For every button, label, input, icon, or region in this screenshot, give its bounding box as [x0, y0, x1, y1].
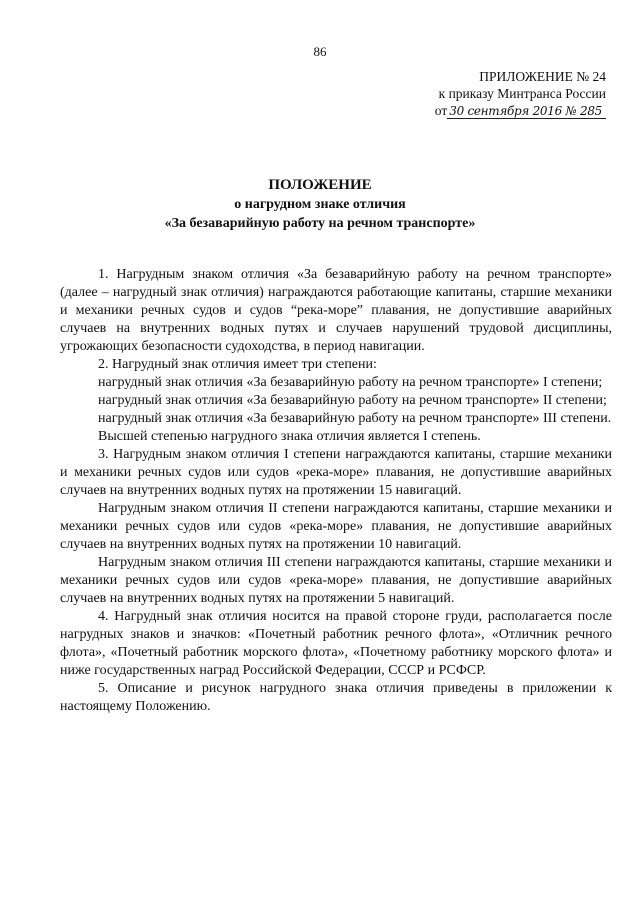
- handwritten-order-date: 30 сентября 2016 № 285: [447, 104, 606, 119]
- paragraph-degree-2: нагрудный знак отличия «За безаварийную работу на речном транспорте» II степени;: [98, 393, 607, 408]
- paragraph-2: 2. Нагрудный знак отличия имеет три степени:: [98, 357, 377, 372]
- document-title: ПОЛОЖЕНИЕ: [268, 177, 372, 193]
- page-number: 86: [313, 44, 327, 59]
- paragraph-3-degree-2: Нагрудным знаком отличия II степени награждаются капитаны, старшие механики и механики речных судов или судов «река-море» плавания, не допустившие аварийных случаев на внутренних водных путях на протяжении 10 навигаций.: [60, 501, 612, 552]
- paragraph-4: 4. Нагрудный знак отличия носится на правой стороне груди, располагается после нагрудных знаков и значков: «Почетный работник речного флота», «Отличник речного флота», «Почетный работник морского флота», «Почетному работнику морского флота» и ниже государственных наград Российской Федерации, СССР и РСФСР.: [60, 609, 612, 678]
- paragraph-degree-3: нагрудный знак отличия «За безаварийную работу на речном транспорте» III степени.: [98, 411, 612, 426]
- appendix-order-date: [396, 102, 606, 120]
- appendix-header: [396, 68, 606, 120]
- order-prefix: от: [434, 103, 448, 118]
- document-heading: [0, 176, 640, 233]
- appendix-title: ПРИЛОЖЕНИЕ № 24: [479, 69, 606, 84]
- document-subtitle: о нагрудном знаке отличия: [234, 197, 406, 212]
- paragraph-3: 3. Нагрудным знаком отличия I степени награждаются капитаны, старшие механики и механики речных судов или судов «река-море» плавания, не допустившие аварийных случаев на внутренних водных путях на протяжении 15 навигаций.: [60, 447, 612, 498]
- award-name: «За безаварийную работу на речном транспорте»: [164, 216, 476, 231]
- paragraph-3-degree-3: Нагрудным знаком отличия III степени награждаются капитаны, старшие механики и механики речных судов или судов «река-море» плавания, не допустившие аварийных случаев на внутренних водных путях на протяжении 5 навигаций.: [60, 555, 612, 606]
- paragraph-5: 5. Описание и рисунок нагрудного знака отличия приведены в приложении к настоящему Положению.: [60, 681, 612, 714]
- appendix-order-ref: к приказу Минтранса России: [438, 86, 606, 101]
- paragraph-highest-degree: Высшей степенью нагрудного знака отличия является I степень.: [98, 429, 481, 444]
- document-body: [60, 266, 612, 716]
- paragraph-1: 1. Нагрудным знаком отличия «За безаварийную работу на речном транспорте» (далее – нагрудный знак отличия) награждаются работающие капитаны, старшие механики и механики речных судов и судов “река-море” плавания, не допустившие аварийных случаев на внутренних водных путях и случаев нарушений трудовой дисциплины, угрожающих безопасности судоходства, в период навигации.: [60, 267, 612, 354]
- paragraph-degree-1: нагрудный знак отличия «За безаварийную работу на речном транспорте» I степени;: [98, 375, 603, 390]
